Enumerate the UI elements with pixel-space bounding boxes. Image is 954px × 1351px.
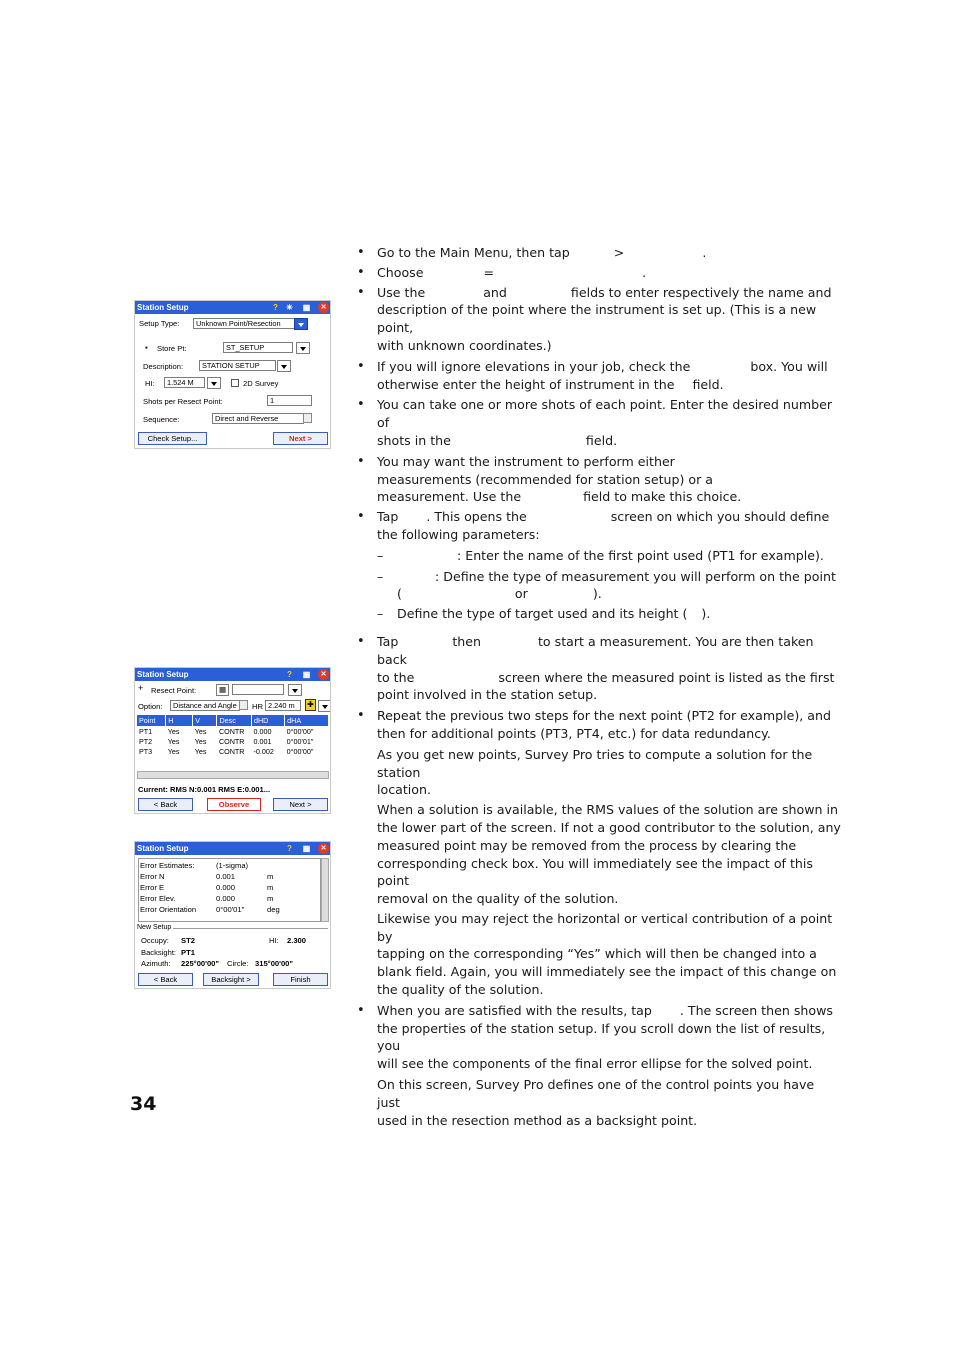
text: . (702, 245, 707, 260)
setup-type-label: Setup Type: (139, 319, 180, 328)
hr-dropdown-icon[interactable] (318, 700, 331, 712)
text: When you are satisfied with the results, tap (377, 1002, 652, 1018)
close-icon[interactable]: ✕ (318, 302, 329, 313)
text: : Enter the name of the first point used (PT1 for example). (457, 547, 824, 563)
vertical-scrollbar[interactable] (321, 858, 329, 922)
next-button[interactable]: Next > (273, 432, 328, 445)
text: point involved in the station setup. (377, 687, 598, 703)
text: otherwise enter the height of instrument in the (377, 376, 675, 392)
text: • You can take one or more shots of each point. Enter the desired number of (377, 397, 833, 431)
grid-icon[interactable]: ▦ (302, 844, 311, 853)
window-title: Station Setup (137, 670, 189, 679)
survey-2d-checkbox[interactable] (231, 379, 239, 387)
hi-dropdown-icon[interactable] (207, 377, 221, 389)
estimate-label: Error Elev. (140, 894, 176, 903)
table-cell[interactable]: Yes (167, 736, 180, 746)
table-cell: 0°00'00" (286, 746, 314, 756)
setup-type-dropdown-icon[interactable] (294, 318, 308, 330)
parameter-target (357, 605, 841, 623)
sequence-label: Sequence: (143, 415, 180, 424)
text: fields to enter respectively the name and (570, 284, 832, 300)
text: . This opens the (426, 509, 527, 525)
text: removal on the quality of the solution. (377, 891, 619, 907)
text: field. (585, 432, 618, 448)
estimate-unit: m (267, 894, 274, 903)
text: Choose (377, 264, 424, 280)
text: Likewise you may reject the horizontal or vertical contribution of a point by (377, 910, 833, 944)
table-cell: CONTR (218, 736, 245, 746)
circle-value: 315°00'00" (255, 959, 294, 968)
paragraph-solution (357, 746, 841, 799)
map-pick-icon[interactable]: ▦ (216, 684, 229, 696)
hr-input[interactable]: 2.240 m (265, 700, 301, 711)
setup-type-select[interactable]: Unknown Point/Resection (193, 318, 295, 329)
text: When a solution is available, the RMS values of the solution are shown in (377, 802, 838, 818)
text: field. (692, 376, 724, 392)
text: blank field. Again, you will immediately see the impact of this change on (377, 964, 837, 980)
group-divider (173, 928, 328, 929)
error-estimates-list[interactable] (138, 858, 321, 922)
description-input[interactable]: STATION SETUP (199, 360, 276, 371)
close-icon[interactable]: ✕ (318, 843, 329, 854)
text: with unknown coordinates.) (377, 337, 552, 353)
text: the quality of the solution. (377, 982, 544, 998)
text: measured point may be removed from the process by clearing the (377, 837, 797, 853)
target-icon[interactable]: ✚ (305, 699, 316, 711)
estimate-unit: m (267, 883, 274, 892)
step-observe (357, 633, 841, 704)
text: • You may want the instrument to perform either (377, 453, 675, 469)
text: used in the resection method as a backsight point. (377, 1112, 698, 1128)
estimate-unit: m (267, 872, 274, 881)
text: corresponding check box. You will immediately see the impact of this point (377, 855, 813, 889)
text: measurements (recommended for station setup) or a (377, 471, 714, 487)
column-header[interactable]: dHA (285, 715, 329, 726)
text: measurement. Use the (377, 489, 522, 505)
resect-points-table-container (137, 715, 329, 770)
hi-label: HI: (145, 379, 155, 388)
step-sequence (357, 453, 841, 506)
text: then for additional points (PT3, PT4, etc.) for data redundancy. (377, 725, 771, 741)
table-cell[interactable]: Yes (167, 726, 180, 736)
text: then (452, 633, 481, 649)
text: tapping on the corresponding “Yes” which will then be changed into a (377, 946, 817, 962)
shots-label: Shots per Resect Point: (143, 397, 223, 406)
title-bar (135, 301, 330, 314)
occupy-label: Occupy: (141, 936, 169, 945)
station-setup-screen-1 (134, 300, 331, 449)
text: the properties of the station setup. If you scroll down the list of results, you (377, 1020, 826, 1054)
circle-label: Circle: (227, 959, 249, 968)
observe-button[interactable]: Observe (207, 798, 261, 811)
text: If you will ignore elevations in your job, check the (377, 358, 691, 374)
text: to start a measurement. You are then taken back (377, 633, 814, 667)
resect-point-input[interactable] (232, 684, 284, 695)
finish-button[interactable]: Finish (273, 973, 328, 986)
current-rms-text: Current: RMS N:0.001 RMS E:0.001... (138, 785, 271, 794)
text: • Repeat the previous two steps for the next point (PT2 for example), and (377, 708, 831, 724)
step-2d-survey (357, 358, 841, 394)
text: the lower part of the screen. If not a good contributor to the solution, any (377, 819, 841, 835)
step-repeat (357, 707, 841, 743)
table-cell: -0.002 (253, 746, 274, 756)
window-title: Station Setup (137, 303, 189, 312)
step-finish (357, 1002, 841, 1073)
hr-label: HR (252, 702, 263, 711)
step-tap-next (357, 508, 841, 544)
step-store-pt-description (357, 284, 841, 355)
occupy-value: ST2 (181, 936, 195, 945)
hi-label: HI: (269, 936, 279, 945)
text: Tap (377, 509, 399, 525)
station-setup-screen-2 (134, 667, 331, 814)
estimate-value: 0.001 (216, 872, 236, 881)
back-button[interactable]: < Back (138, 798, 193, 811)
table-cell[interactable]: Yes (194, 746, 207, 756)
azimuth-label: Azimuth: (141, 959, 171, 968)
close-icon[interactable]: ✕ (318, 669, 329, 680)
estimate-label: Error N (140, 872, 165, 881)
hi-input[interactable]: 1.524 M (164, 377, 205, 388)
column-header[interactable]: V (193, 715, 217, 726)
estimate-value: 0.000 (216, 894, 236, 903)
horizontal-scrollbar[interactable] (137, 771, 329, 779)
window-title: Station Setup (137, 844, 189, 853)
text: ). (701, 606, 711, 622)
help-icon[interactable]: ? (287, 670, 292, 679)
column-header[interactable]: dHD (251, 715, 284, 726)
text: or (514, 586, 528, 602)
text: ). (592, 586, 602, 602)
new-setup-label: New Setup (137, 924, 172, 931)
description-label: Description: (143, 362, 184, 371)
title-bar (135, 842, 330, 855)
text: Go to the Main Menu, then tap (377, 245, 570, 260)
description-dropdown-icon[interactable] (277, 360, 291, 372)
estimate-label: Error Estimates: (140, 861, 195, 870)
column-header[interactable]: Point (137, 715, 166, 726)
resect-point-label: Resect Point: (151, 686, 197, 695)
estimate-value: 0°00'01" (216, 905, 245, 914)
text: On this screen, Survey Pro defines one of the control points you have just (377, 1077, 815, 1110)
table-cell: 0°00'01" (286, 736, 314, 746)
text: and (483, 284, 507, 300)
parameter-option (357, 568, 841, 604)
table-cell: PT1 (139, 726, 153, 736)
store-pt-label: Store Pt: (157, 344, 187, 353)
text: screen on which you should define (610, 509, 830, 525)
text: Use the (377, 284, 426, 300)
station-setup-screen-3 (134, 841, 331, 989)
backsight-label: Backsight: (141, 948, 177, 957)
paragraph-backsight (357, 1076, 841, 1129)
table-cell[interactable]: Yes (194, 736, 207, 746)
table-cell[interactable]: Yes (167, 746, 180, 756)
store-pt-dropdown-icon[interactable] (296, 342, 310, 354)
table-cell: 0.001 (253, 736, 272, 746)
check-setup-button[interactable]: Check Setup... (138, 432, 207, 445)
table-row[interactable] (137, 736, 329, 746)
sequence-dropdown-icon[interactable] (303, 413, 312, 423)
add-icon[interactable]: + (138, 683, 144, 693)
resect-point-dropdown-icon[interactable] (288, 684, 302, 696)
table-cell: 0.000 (253, 726, 272, 736)
table-cell: CONTR (218, 726, 245, 736)
instruction-text (357, 244, 841, 1129)
table-cell: PT2 (139, 736, 153, 746)
text: screen where the measured point is listed as the first (498, 669, 835, 685)
estimate-value: (1-sigma) (216, 861, 249, 870)
text: > (613, 245, 625, 260)
text: to the (377, 669, 415, 685)
text: As you get new points, Survey Pro tries to compute a solution for the station (377, 746, 813, 780)
table-row[interactable] (137, 746, 329, 756)
text: will see the components of the final error ellipse for the solved point. (377, 1056, 813, 1072)
back-button[interactable]: < Back (138, 973, 193, 986)
option-label: Option: (138, 702, 163, 711)
backsight-button[interactable]: Backsight > (203, 973, 259, 986)
column-header[interactable]: Desc (217, 715, 252, 726)
paragraph-reject (357, 910, 841, 999)
text: : Define the type of measurement you will perform on the point (435, 568, 836, 584)
title-bar (135, 668, 330, 681)
table-cell: 0°00'00" (286, 726, 314, 736)
step-shots (357, 396, 841, 449)
text: the following parameters: (377, 526, 540, 542)
text: location. (377, 782, 431, 798)
shots-input[interactable]: 1 (267, 395, 312, 406)
backsight-value: PT1 (181, 948, 195, 957)
text: field to make this choice. (583, 489, 742, 505)
text: shots in the (377, 432, 451, 448)
paragraph-rms (357, 801, 841, 908)
estimate-value: 0.000 (216, 883, 236, 892)
store-pt-input[interactable]: ST_SETUP (223, 342, 293, 353)
page-number: 34 (130, 1093, 157, 1115)
text: box. You will (750, 358, 828, 374)
estimate-unit: deg (267, 905, 280, 914)
text: description of the point where the instrument is set up. (This is a new point, (377, 302, 817, 336)
star-icon[interactable]: ✳ (286, 303, 293, 312)
grid-icon[interactable]: ▦ (302, 303, 311, 312)
estimate-label: Error Orientation (140, 905, 197, 914)
text: . The screen then shows (679, 1002, 833, 1018)
sequence-select[interactable]: Direct and Reverse (212, 413, 304, 424)
table-cell[interactable]: Yes (194, 726, 207, 736)
table-cell: CONTR (218, 746, 245, 756)
parameter-resect-point (357, 547, 841, 565)
grid-icon[interactable]: ▦ (302, 670, 311, 679)
text: Define the type of target used and its height ( (397, 606, 688, 622)
resect-points-table (137, 715, 329, 756)
help-icon[interactable]: ? (273, 303, 278, 312)
table-cell: PT3 (139, 746, 153, 756)
bullet-icon: ▪ (145, 343, 148, 352)
step-go-to-main-menu (357, 244, 841, 262)
text: ( (397, 586, 402, 602)
option-select[interactable]: Distance and Angle (170, 700, 240, 711)
estimate-label: Error E (140, 883, 165, 892)
option-dropdown-icon[interactable] (239, 700, 248, 710)
survey-2d-label: 2D Survey (243, 379, 279, 388)
next-button[interactable]: Next > (273, 798, 328, 811)
column-header[interactable]: H (166, 715, 193, 726)
hi-value: 2.300 (287, 936, 307, 945)
table-row[interactable] (137, 726, 329, 736)
text: Tap (377, 633, 399, 649)
text: . (642, 264, 647, 280)
step-choose-setup-type (357, 264, 841, 282)
help-icon[interactable]: ? (287, 844, 292, 853)
azimuth-value: 225°00'00" (181, 959, 220, 968)
text: = (483, 264, 495, 280)
